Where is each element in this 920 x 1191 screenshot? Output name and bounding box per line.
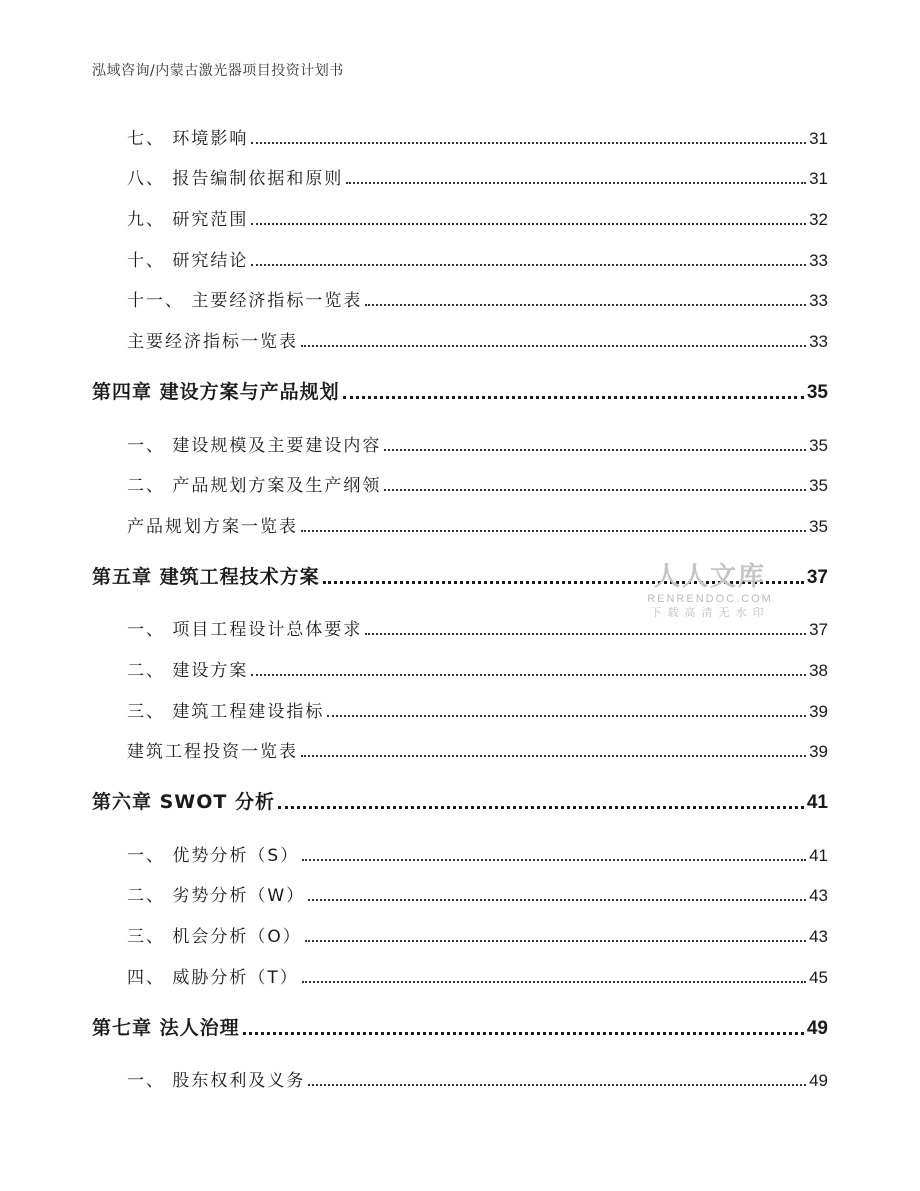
toc-entry[interactable] [127,962,828,988]
toc-leader-dots [302,859,806,861]
toc-leader-dots [251,674,806,676]
toc-entry-page: 35 [809,517,828,536]
toc-entry-title: 一、 建设规模及主要建设内容 [127,436,382,456]
watermark-tagline: 下载高清无水印 [650,606,770,619]
toc-entry-page: 43 [809,886,828,905]
toc-entry[interactable] [127,921,828,947]
toc-leader-dots [302,981,806,983]
toc-entry-title: 一、 优势分析（S） [127,846,300,866]
toc-leader-dots [365,633,806,635]
toc-entry[interactable] [127,430,828,456]
toc-entry[interactable] [127,470,828,496]
toc-leader-dots [346,182,806,184]
toc-entry[interactable] [127,123,828,149]
toc-entry-page: 35 [809,476,828,495]
toc-chapter-title: 第七章 法人治理 [92,1017,240,1039]
toc-entry-page: 31 [809,129,828,148]
toc-entry-title: 二、 产品规划方案及生产纲领 [127,476,382,496]
toc-entry[interactable] [127,204,828,230]
toc-entry-title: 四、 威胁分析（T） [127,968,299,988]
toc-leader-dots [278,806,804,809]
watermark-url: RENRENDOC.COM [647,593,773,605]
toc-entry-title: 一、 项目工程设计总体要求 [127,620,363,640]
toc-entry[interactable] [127,326,828,352]
toc-entry-title: 七、 环境影响 [127,129,249,149]
toc-chapter-entry[interactable] [92,788,828,814]
toc-entry-title: 主要经济指标一览表 [127,332,298,352]
toc-entry[interactable] [127,1065,828,1091]
toc-leader-dots [308,1084,806,1086]
toc-entry-title: 三、 机会分析（O） [127,927,302,947]
toc-entry-title: 十一、 主要经济指标一览表 [127,291,363,311]
toc-chapter-title: 第四章 建设方案与产品规划 [92,381,340,403]
toc-chapter-page: 37 [806,567,828,588]
toc-entry-page: 33 [809,332,828,351]
toc-chapter-page: 35 [806,382,828,403]
toc-entry-page: 41 [809,846,828,865]
toc-entry-title: 三、 建筑工程建设指标 [127,702,325,722]
toc-leader-dots [243,1032,804,1035]
toc-chapter-page: 49 [806,1018,828,1039]
toc-entry-page: 37 [809,620,828,639]
toc-entry-title: 建筑工程投资一览表 [127,742,298,762]
toc-entry-page: 45 [809,968,828,987]
toc-leader-dots [301,530,806,532]
toc-entry-page: 33 [809,251,828,270]
toc-leader-dots [343,396,804,399]
toc-entry[interactable] [127,696,828,722]
toc-entry[interactable] [127,511,828,537]
toc-leader-dots [384,489,806,491]
toc-entry-title: 八、 报告编制依据和原则 [127,169,344,189]
toc-entry-page: 43 [809,927,828,946]
toc-entry-page: 35 [809,436,828,455]
toc-entry-title: 十、 研究结论 [127,251,249,271]
toc-entry[interactable] [127,285,828,311]
toc-leader-dots [301,345,806,347]
toc-entry-page: 39 [809,742,828,761]
toc-entry-page: 38 [809,661,828,680]
toc-leader-dots [305,940,806,942]
toc-chapter-title: 第五章 建筑工程技术方案 [92,566,320,588]
toc-entry-page: 39 [809,702,828,721]
toc-leader-dots [308,899,806,901]
running-header: 泓域咨询/内蒙古激光器项目投资计划书 [92,63,344,79]
toc-entry[interactable] [127,840,828,866]
toc-entry[interactable] [127,736,828,762]
toc-chapter-entry[interactable] [92,563,828,589]
watermark-brand: 人人文库 [653,562,766,592]
toc-leader-dots [251,264,806,266]
toc-leader-dots [327,715,806,717]
toc-entry[interactable] [127,655,828,681]
toc-chapter-page: 41 [806,792,828,813]
toc-entry-page: 31 [809,169,828,188]
toc-entry-page: 49 [809,1071,828,1090]
toc-entry-title: 二、 建设方案 [127,661,249,681]
toc-entry-title: 产品规划方案一览表 [127,517,298,537]
toc-entry[interactable] [127,245,828,271]
toc-entry-page: 33 [809,291,828,310]
toc-entry-title: 二、 劣势分析（W） [127,886,306,906]
toc-chapter-title: 第六章 SWOT 分析 [92,791,275,813]
toc-leader-dots [301,755,806,757]
toc-leader-dots [384,449,806,451]
toc-entry-title: 一、 股东权利及义务 [127,1071,306,1091]
toc-chapter-entry[interactable] [92,1014,828,1040]
toc-entry-title: 九、 研究范围 [127,210,249,230]
toc-entry[interactable] [127,880,828,906]
toc-chapter-entry[interactable] [92,378,828,404]
toc-leader-dots [251,142,806,144]
toc-leader-dots [365,304,806,306]
toc-entry[interactable] [127,163,828,189]
toc-entry[interactable] [127,614,828,640]
toc-leader-dots [323,581,804,584]
toc-leader-dots [251,223,806,225]
toc-entry-page: 32 [809,210,828,229]
